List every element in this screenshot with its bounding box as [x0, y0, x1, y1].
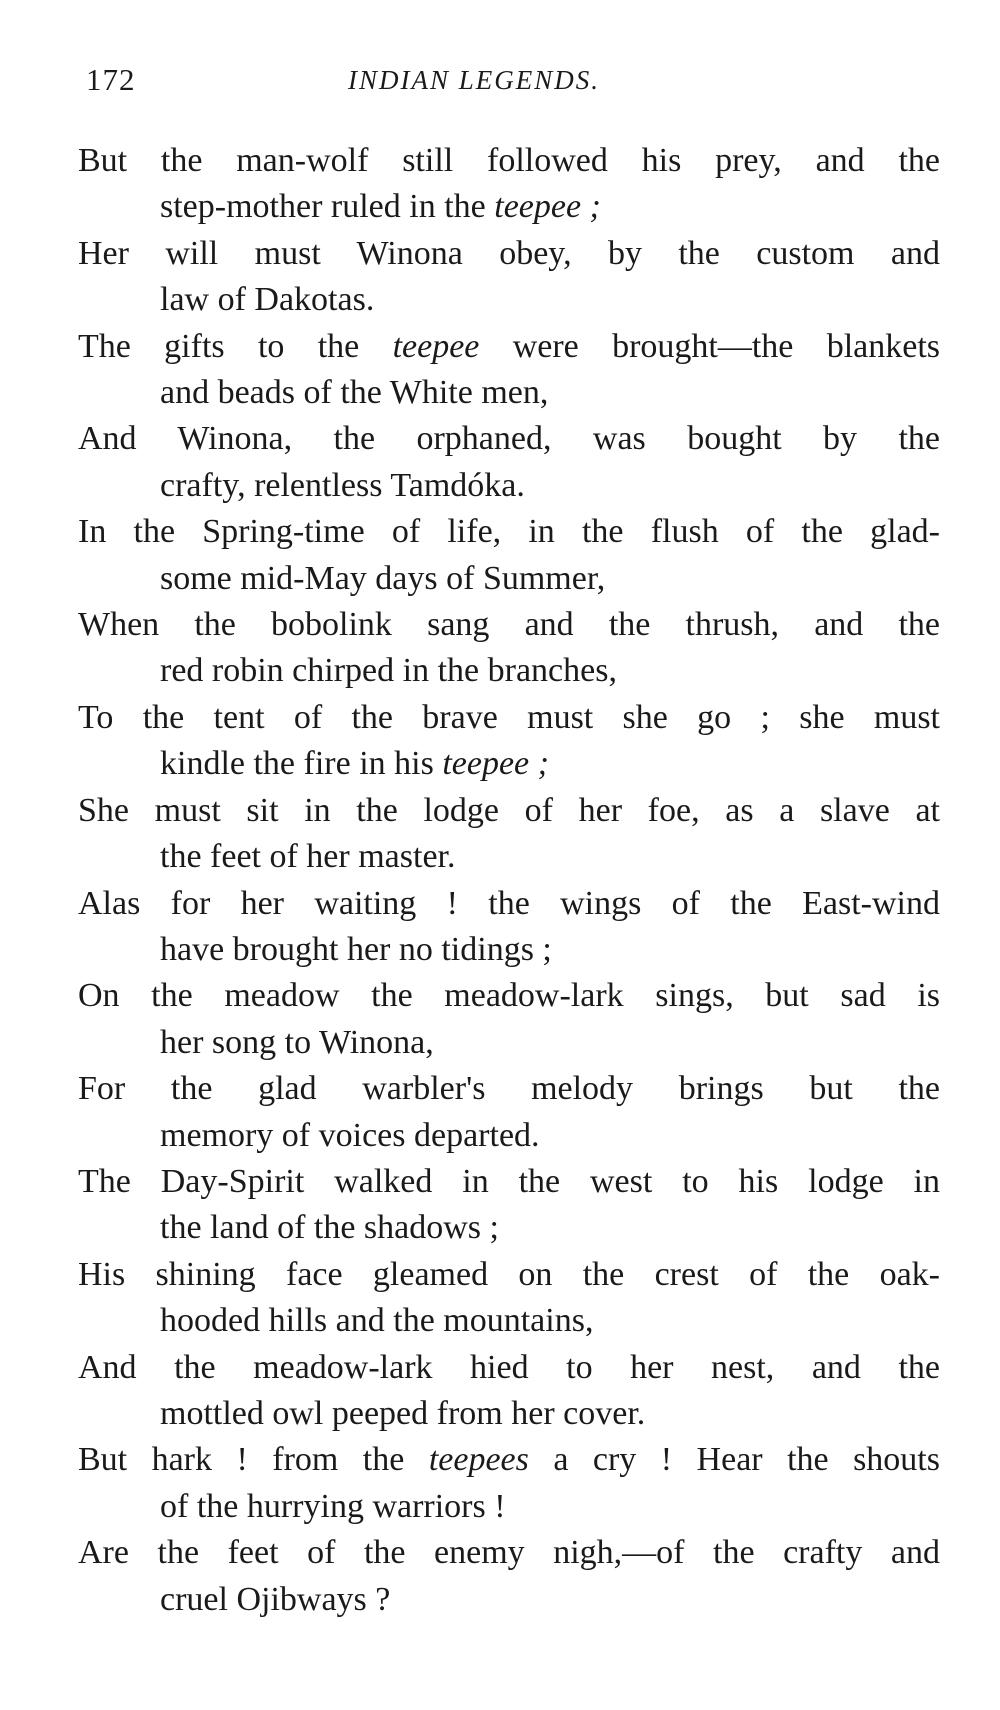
italic-text: teepees [428, 1441, 529, 1479]
poem-line-continuation: mottled owl peeped from her cover. [160, 1394, 646, 1432]
poem-couplet [78, 695, 940, 788]
poem-couplet [78, 231, 940, 324]
text-run: step-mother ruled in the [160, 188, 495, 226]
text-run: The gifts to the [78, 327, 393, 365]
poem-line-continuation: law of Dakotas. [160, 281, 375, 319]
poem-line [78, 324, 940, 370]
poem-couplet [78, 1066, 940, 1159]
poem-line-continuation: and beads of the White men, [160, 374, 549, 412]
poem-line: Her will must Winona obey, by the custom and [78, 234, 940, 272]
poem-couplet [78, 973, 940, 1066]
poem-line: His shining face gleamed on the crest of the oak- [78, 1255, 940, 1293]
poem-line-continuation: some mid-May days of Summer, [160, 559, 606, 597]
text-run: a cry ! Hear the shouts [528, 1441, 940, 1479]
poem-couplet [78, 1159, 940, 1252]
poem-line: On the meadow the meadow-lark sings, but sad is [78, 977, 940, 1015]
poem-line: In the Spring-time of life, in the flush of the glad- [78, 513, 940, 551]
poem-couplet [78, 602, 940, 695]
poem-couplet [78, 788, 940, 881]
poem-line-continuation [78, 184, 940, 230]
poem-couplet [78, 324, 940, 417]
italic-text: teepee [392, 327, 480, 365]
poem-couplet [78, 1252, 940, 1345]
poem-couplet [78, 881, 940, 974]
poem-line-continuation: the land of the shadows ; [160, 1209, 499, 1247]
poem-line: She must sit in the lodge of her foe, as a slave at [78, 791, 940, 829]
poem-line: To the tent of the brave must she go ; she must [78, 698, 940, 736]
poem-line: For the glad warbler's melody brings but the [78, 1070, 940, 1108]
poem-line-continuation: her song to Winona, [160, 1023, 434, 1061]
poem-line: When the bobolink sang and the thrush, and the [78, 606, 940, 644]
poem-line-continuation: red robin chirped in the branches, [160, 652, 617, 690]
poem-line: But the man-wolf still followed his prey, and the [78, 142, 940, 179]
poem-line-continuation: crafty, relentless Tamdóka. [160, 466, 525, 504]
poem-line: And Winona, the orphaned, was bought by the [78, 420, 940, 458]
italic-text: teepee ; [494, 188, 601, 226]
poem-line-continuation: of the hurrying warriors ! [160, 1487, 506, 1525]
poem-line-continuation: memory of voices departed. [160, 1116, 540, 1154]
poem-line-continuation: hooded hills and the mountains, [160, 1302, 594, 1340]
poem-line-continuation [78, 741, 940, 787]
poem-line-continuation: the feet of her master. [160, 838, 456, 876]
running-title: INDIAN LEGENDS. [348, 65, 600, 95]
page-number: 172 [86, 62, 136, 97]
poem-couplet [78, 1345, 940, 1438]
poem-line: Alas for her waiting ! the wings of the East-wind [78, 884, 940, 922]
poem-line [78, 1437, 940, 1483]
poem-body [78, 138, 940, 1623]
poem-couplet [78, 1530, 940, 1623]
text-run: But hark ! from the [78, 1441, 429, 1479]
poem-line: And the meadow-lark hied to her nest, and the [78, 1348, 940, 1386]
poem-line: The Day-Spirit walked in the west to his lodge in [78, 1162, 940, 1200]
poem-line: Are the feet of the enemy nigh,—of the crafty and [78, 1534, 940, 1572]
poem-couplet [78, 1437, 940, 1530]
poem-couplet [78, 138, 940, 231]
italic-text: teepee ; [442, 745, 549, 783]
text-run: were brought—the blankets [479, 327, 940, 365]
poem-line-continuation: cruel Ojibways ? [160, 1580, 391, 1618]
poem-line-continuation: have brought her no tidings ; [160, 930, 552, 968]
page-header [86, 62, 928, 106]
poem-couplet [78, 416, 940, 509]
text-run: kindle the fire in his [160, 745, 443, 783]
poem-couplet [78, 509, 940, 602]
